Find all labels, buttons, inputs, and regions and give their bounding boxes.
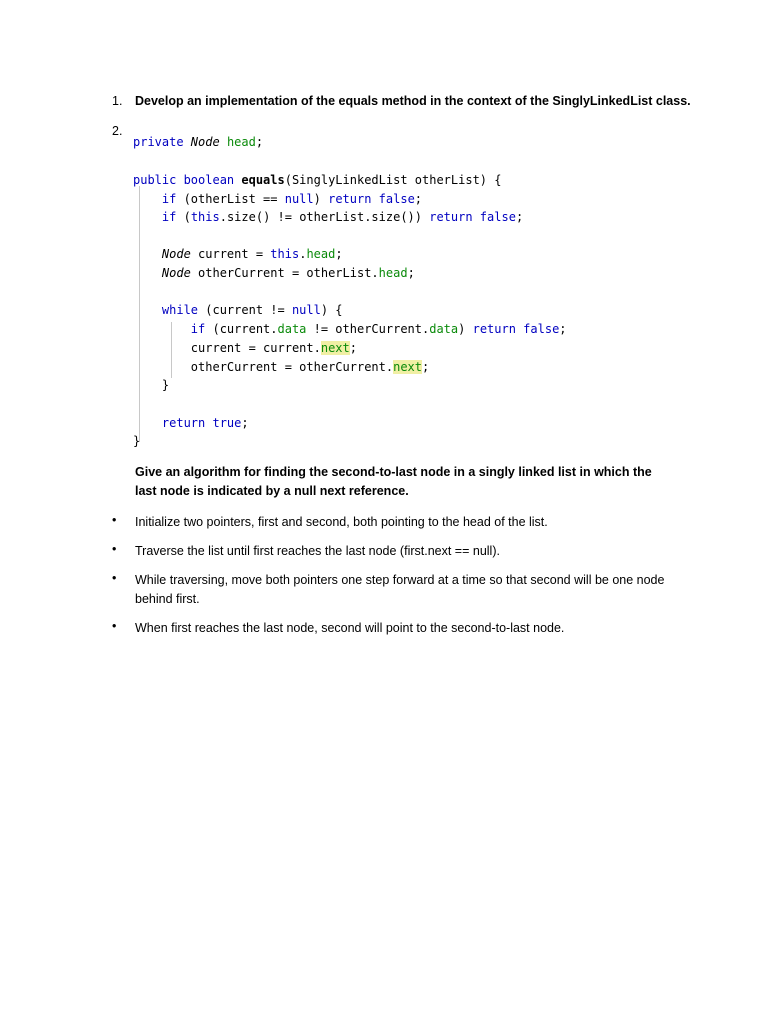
bullet-icon: •	[112, 542, 117, 556]
code-screenshot	[133, 132, 653, 450]
code-line: while (current != null) {	[161, 303, 343, 317]
question-text: Give an algorithm for finding the second-to-last node in a singly linked list in which the last node is indicated by a null next reference.	[135, 465, 652, 498]
code-line: if (otherList == null) return false;	[161, 192, 423, 206]
bullet-icon: •	[112, 619, 117, 633]
code-line: return true;	[161, 416, 249, 430]
list-number: 1.	[112, 94, 123, 108]
code-line: if (current.data != otherCurrent.data) return false;	[190, 322, 567, 336]
code-line: }	[133, 434, 141, 448]
code-line: private Node head;	[133, 135, 264, 149]
code-line: if (this.size() != otherList.size()) return false;	[161, 210, 524, 224]
code-line: otherCurrent = otherCurrent.next;	[133, 360, 430, 374]
list-number: 2.	[112, 124, 123, 138]
code-line: Node current = this.head;	[161, 247, 343, 261]
bullet-icon: •	[112, 513, 117, 527]
code-line: public boolean equals(SinglyLinkedList otherList) {	[133, 173, 502, 187]
bullet-text: Initialize two pointers, first and second, both pointing to the head of the list.	[135, 515, 548, 529]
list-item-text: Develop an implementation of the equals method in the context of the SinglyLinkedList class.	[135, 94, 691, 108]
bullet-text: While traversing, move both pointers one step forward at a time so that second will be one node behind first.	[135, 573, 665, 606]
code-line: Node otherCurrent = otherList.head;	[161, 266, 415, 280]
bullet-icon: •	[112, 571, 117, 585]
code-line: }	[133, 378, 170, 392]
bullet-text: Traverse the list until first reaches the last node (first.next == null).	[135, 544, 500, 558]
bullet-text: When first reaches the last node, second will point to the second-to-last node.	[135, 621, 565, 635]
code-line: current = current.next;	[133, 341, 357, 355]
